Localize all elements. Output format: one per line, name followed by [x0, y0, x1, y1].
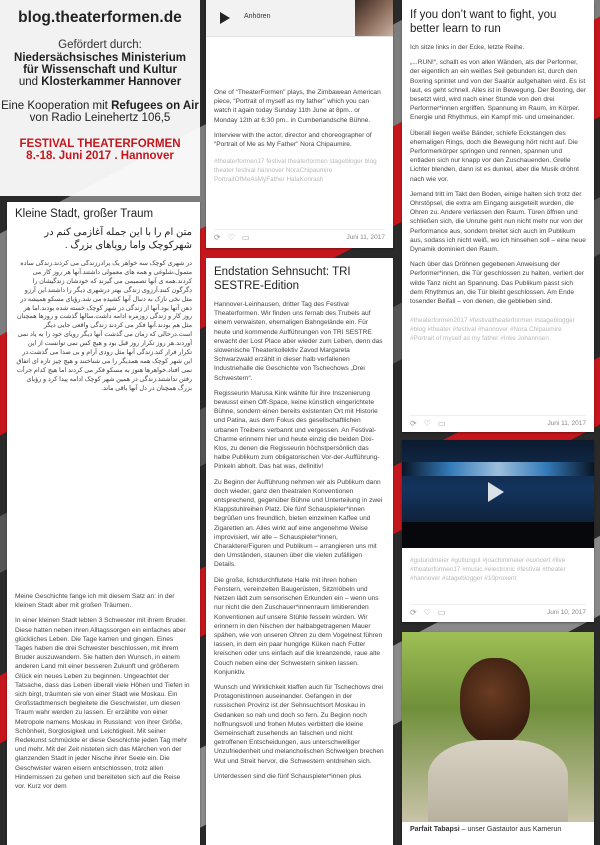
post-paragraph: Interview with the actor, director and choreographer of “Portrait of Me as My Father” Nora Chipaumire. — [214, 131, 372, 149]
post-paragraph: Die große, lichtdurchflutete Halle mit ihren hohen Fenstern, vereinzelten Baugerüsten, Sitzmöbeln und Netzen lädt zum sensorischen Erkunden ein – wenn uns nur nicht die den Zuschauer*innenraum limitierenden Konventionen auf unsere Stühle fesseln würden. Wir erinnern in den Nischen der halbabgetragenen Mauer spähen, wie von unseren Ohren zu dem Vogelnest führen lassen, in dem ein paar hungrige Küken nach Futter kreischen oder uns einfach auf die kreanzende, raue alte Couch neben eine der Schwestern sinken lassen. Konjunktiv. — [214, 576, 383, 676]
post-paragraph: One of “TheaterFormen” plays, the Zimbawean American piece, “Portrait of myself as my father” which you can watch it again today Sunday 11th June at 8pm.. or Monday 12th at 6:30 pm.. in Cumberlandsche Bühne. — [214, 89, 381, 124]
caption-name: Parfait Tabapsi — [410, 826, 460, 833]
audio-thumbnail — [355, 0, 393, 36]
funder-line-2: für Wissenschaft und Kultur — [23, 64, 177, 76]
post-paragraph: Unterdessen sind die fünf Schauspieler*innen plus — [214, 772, 362, 780]
post-tags[interactable]: #gutundmeier #gutlungut #joachimmeier #concert #live #theaterformen17 #music #electronic #festival #theater #hannover #stageblogger #10proxent — [410, 557, 566, 582]
stage-light — [402, 462, 594, 476]
like-icon[interactable]: ♡ — [423, 607, 431, 617]
like-icon[interactable]: ♡ — [423, 418, 431, 428]
comment-icon[interactable]: ▭ — [437, 418, 446, 428]
post-paragraph: Überall liegen weiße Bänder, schiefe Eckstangen des ehemaligen Rings, doch die Bewegung hört nicht auf. Die Performerkörper springen und rennen, spannen und entladen sich nur knapp vor den Zuschauenden. Grelle Lichter blenden, dann ist es dunkel, aber die Musik dröhnt nach wie vor. — [410, 129, 579, 183]
share-icon[interactable]: ⟳ — [410, 418, 417, 428]
post-date[interactable]: Juni 10, 2017 — [546, 608, 586, 616]
post-card-kleine-stadt — [7, 202, 200, 845]
post-card-guest-author — [402, 632, 594, 845]
post-paragraph: Regisseurin Marusa Kink wählte für ihre Inszenierung bewusst einen Off-Space, keine künstlich eingerichtete Bühne, sondern einen bereits existenten Ort mit Historie und Patina, aus dem Fokus des gesellschaftlichen urbanen Treibens verbannt und vergessen. An Festival-Charme erinnern hier und heute einzig die beiden Dixi-Klos, zu denen die Regisseurin höchstpersönlich das halbe Publikum zum obligatorischen Vor-der-Aufführung-Pinkeln abholt. Das hat was, definitiv! — [214, 389, 380, 471]
post-card-concert-video — [402, 440, 594, 622]
post-card-fight-run — [402, 0, 594, 432]
post-card-endstation — [206, 258, 393, 845]
share-icon[interactable]: ⟳ — [410, 607, 417, 617]
coop-suffix: von Radio Leinehertz 106,5 — [29, 112, 171, 124]
play-icon[interactable] — [488, 482, 504, 502]
funder-and: und — [18, 76, 38, 88]
post-title[interactable]: Kleine Stadt, großer Traum — [15, 208, 154, 220]
comment-icon[interactable]: ▭ — [241, 232, 250, 242]
sidebar-header — [0, 0, 200, 196]
post-paragraph: Hannover-Leinhausen, dritter Tag des Festival Theaterformen. Wir finden uns fernab des Trubels auf einem verwaisten, ehemaligen Bahngelände ein. Für heute und kommende Aufführungen von TRI SESTRE erwacht der Lost Place aber wieder zum Leben, denn das slowenische Theaterkollektiv Zavod Margareta Schwarzwald erzählt in dieser halb verfallenen Industriehalle die Geschichte von Tschechows „Drei Schwestern“. — [214, 301, 383, 382]
persian-title: متن ام را با این جمله آغازمی کنم در شهرکوچک واما رویاهای بزرگ . — [44, 227, 192, 251]
festival-dates: 8.-18. Juni 2017 . Hannover — [26, 150, 174, 162]
post-paragraph: Nach über das Dröhnen gegebenen Anweisung der Performer*innen, die Tür geschlossen zu halten, verliert der wilde Tanz nicht an Spannung. Das Publikum passt sich dem Rhythmus an, die Tür bleibt geschlossen. Am Ende tosender Beifall – von denen, die geblieben sind. — [410, 261, 584, 306]
post-card-audio — [206, 0, 393, 248]
post-tags[interactable]: #theaterformen2017 #festivaltheaterformen #stageblogger #blog #theater #festival #hannover #Nora Chipaumire #Portrait of myself as my father #Inke Johannsen — [410, 317, 575, 343]
photo-person-body — [428, 740, 568, 822]
comment-icon[interactable]: ▭ — [437, 607, 446, 617]
post-title[interactable]: Endstation Sehnsucht: TRI SESTRE-Edition — [214, 266, 351, 292]
funder-line-3: Klosterkammer Hannover — [41, 76, 182, 88]
post-paragraph: „...RUN!“, schallt es von allen Wänden, als der Performer, der eigentlich an ein weißes Seil gebunden ist, durch den Boxring sprintet und von der Saaltür aufgehalten wird. Es ist laut, es geht schnell. Alles ist in Bewegung. Der Boxring, der besetzt wird, wird nach einer Stunde von den drei Performer*innen ergriffen. Spannung im Raum, im Körper. Energie und Rhythmus, ein Kampf mit- und umeinander. — [410, 59, 586, 122]
post-date[interactable]: Juni 11, 2017 — [346, 233, 385, 241]
photo-person-head — [460, 658, 530, 744]
video-thumbnail[interactable] — [402, 440, 594, 548]
post-meta — [214, 229, 385, 244]
post-tags[interactable]: #theaterformen17 festival theaterformen stagebloger blog theater festival hannover NoraChipaumire PortraitOfMeAsMyFather HalaKonrash — [214, 158, 377, 184]
post-meta — [410, 415, 586, 430]
post-paragraph: Wunsch und Wirklichkeit klaffen auch für Tschechows drei Protagonistinnen auseinander. Gefangen in der russischen Provinz ist der Sehnsuchtsort Moskau in Gedanken so nah und doch so fern. Zu Beginn noch hoffnungsvoll und frohen Mutes verbittert die kleine Gemeinschaft zusehends an falschen und nicht getroffenen Entscheidungen, aus unterschwelliger Unzufriedenheit und melancholischen Schwelgen brechen Wut und Streit hervor, die Schwestern entdrehen sich. — [214, 683, 384, 765]
persian-body: در شهری کوچک سه خواهر یک برادرزندگی می کردند.زندگی ساده متمول،شلوغی و همه های معمولی داشتند.آنها هر روز کار می کردند.همه ی آنها تصمیمی می گیرند که خودشان زندگیشان را دگرگون کنند.آرزوی زندگی بهتر درشهری دیگر را داشتند.این آرزو مثل نخی نازک به دنبال آنها کشیده می شد.رؤیای مسکو همیشه در ذهن آنها بود.آنها از زندگی در شهر کوچک خسته شده بودند.اما هر روز کار و زندگی روزمره ادامه داشت.سالها گذشت و روزها همچنان مثل هم بودند.آنها فکر می کردند زندگی واقعی جایی دیگر است.درحالی که زمان می گذشت آنها دیگر رویای خود را به یاد نمی آوردند.هر روز تکرار روز قبل بود و هیچ کس نمی توانست از این تکرار فرار کند.زندگی آنها مثل رودی آرام و بی صدا می گذشت.در این شهر کوچک همه همدیگر را می شناختند و هیچ چیز تازه ای اتفاق نمی افتاد.خواهرها هنوز به مسکو فکر می کردند اما هیچ کدام جرأت رفتن نداشتند.زندگی در همین شهر کوچک ادامه پیدا کرد و رؤیای بزرگ همچنان در دل آنها باقی ماند. — [16, 260, 192, 392]
caption-text: – unser Gastautor aus Kamerun — [461, 826, 562, 833]
post-date[interactable]: Juni 11, 2017 — [547, 419, 586, 427]
audio-label: Anhören — [244, 13, 271, 20]
stage-floor — [402, 522, 594, 548]
post-meta — [410, 604, 586, 619]
post-paragraph: Zu Beginn der Aufführung nehmen wir als Publikum dann doch wieder, ganz den theatralen Konventionen entsprechend, gegenüber Bühne und Unterteilung in zwei Klappstuhlreihen Platz. Die fünf Schauspieler*innen begrüßen uns freundlich, bieten einzelnen Kaffee und Zigaretten an. Alles wirkt auf eine angenehme Weise improvisiert, wir alle – Schauspieler*innen, Charaktere/Figuren und Publikum – arrangieren uns mit den Umständen, staunen über die vielen zufälligen Details. — [214, 478, 383, 569]
post-paragraph: Jemand tritt im Takt den Boden, einige halten sich trotz der Ohrstöpsel, die extra am Eingang ausgeteilt wurden, die Ohren zu. Andere verlassen den Raum. Türen öffnen und schließen sich, die Unruhe geht nun nicht mehr nur von der Performance aus, sondern breitet sich auch im Publikum aus, sodass ich nicht weiß, wo ich hinsehen soll – eine neue Dynamik dominiert den Raum. — [410, 190, 586, 254]
share-icon[interactable]: ⟳ — [214, 232, 221, 242]
post-title[interactable]: If you don’t want to fight, you better learn to run — [410, 9, 557, 35]
post-paragraph: In einer kleinen Stadt lebten 3 Schwester mit ihrem Bruder. Diese hatten neben ihren Alltagssorgen ein einfaches aber glückliches Leben. Die Tage kamen und gingen. Eines Tages haben die drei Schwester beschlossen, mit ihrem Bruder auszuwandern. Sie hatten den Wunsch, in einem anderen Land mit einer besseren Zukunft und größerem Glück ein neues Leben zu beginnen. Ungeachtet der Tatsache, dass das Leben überall viele Höhen und Tiefen in sich birgt, träumten sie von einer Stadt wie Moskau. Ein Großstadtmensch begleitete die Geschwister, um diesen Traum wahr werden zu lassen. Er erzählte von einer Metropole namens Moskau in Russland: von ihrer Größe, Schönheit, Sorglosigkeit und Leichtigkeit. Mit seiner Redekunst schmückte er diese Geschichte jeden Tag mehr und mehr. Mit der Zeit nisteten sich das Märchen von der glanzenden Stadt in jeder Nische ihrer Seele ein. Die Geschwister waren eisern entschlossen, trotz allen Hindernissen zu gehen und bereiteten sich auf die Reise vor. Kurz vor dem — [15, 617, 190, 791]
audio-player — [206, 0, 393, 37]
author-photo[interactable] — [402, 632, 594, 822]
like-icon[interactable]: ♡ — [227, 232, 235, 242]
coop-partner[interactable]: Refugees on Air — [111, 100, 199, 112]
post-paragraph: Meine Geschichte fange ich mit diesem Satz an: in der kleinen Stadt aber mit großen Träumen. — [15, 593, 175, 610]
funder-line-1: Niedersächsisches Ministerium — [14, 52, 186, 64]
funded-by-label: Gefördert durch: — [58, 39, 142, 51]
play-icon[interactable] — [220, 12, 230, 24]
festival-title: FESTIVAL THEATERFORMEN — [19, 138, 181, 150]
site-title[interactable]: blog.theaterformen.de — [18, 9, 182, 26]
post-paragraph: Ich sitze links in der Ecke, letzte Reihe. — [410, 44, 525, 51]
coop-text: Eine Kooperation mit — [1, 100, 108, 112]
